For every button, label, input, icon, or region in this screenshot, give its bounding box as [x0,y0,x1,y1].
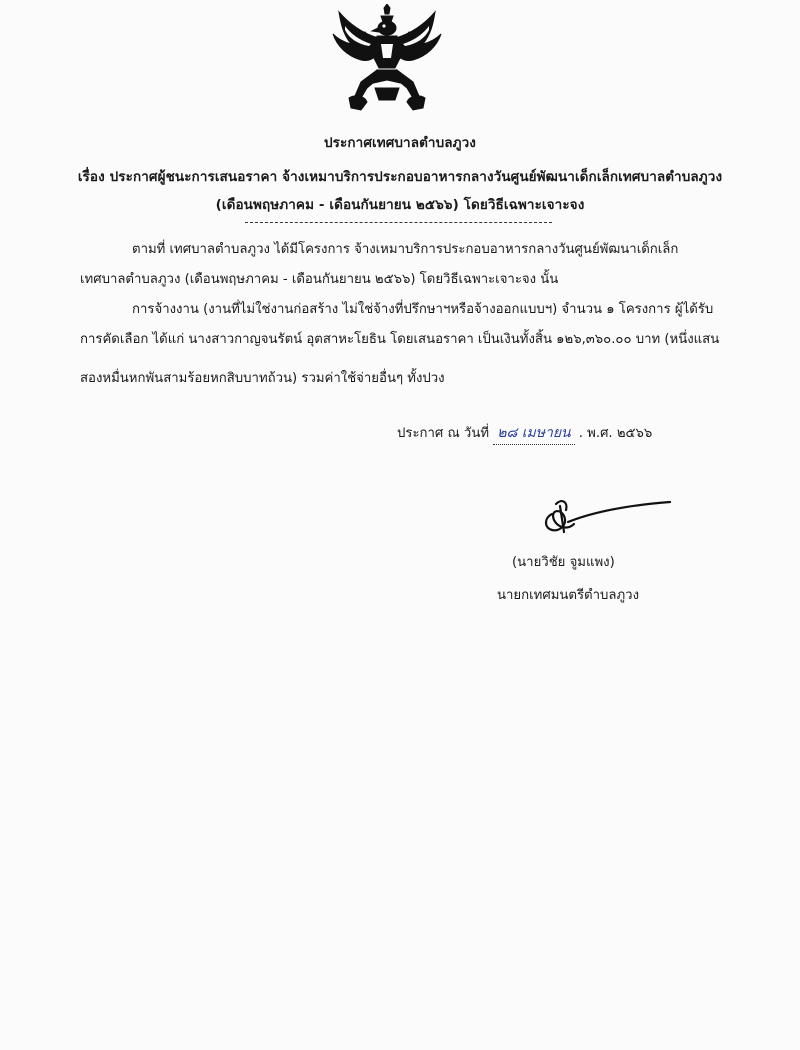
date-suffix: . พ.ศ. ๒๕๖๖ [578,426,653,441]
body-line: การจ้างงาน (งานที่ไม่ใช่งานก่อสร้าง ไม่ใช่จ้างที่ปรึกษาฯหรือจ้างออกแบบฯ) จำนวน ๑ โครงการ ผู้ได้รับ [132,302,714,317]
body-line: สองหมื่นหกพันสามร้อยหกสิบบาทถ้วน) รวมค่าใช้จ่ายอื่นๆ ทั้งปวง [80,371,445,386]
announcement-title: ประกาศเทศบาลตำบลภูวง [324,135,476,151]
announcement-subject: เรื่อง ประกาศผู้ชนะการเสนอราคา จ้างเหมาบริการประกอบอาหารกลางวันศูนย์พัฒนาเด็กเล็กเทศบาลตำบลภูวง [77,169,723,185]
dashed-divider [245,222,552,223]
signer-name: (นายวิชัย จูมแพง) [512,555,615,570]
body-line: เทศบาลตำบลภูวง (เดือนพฤษภาคม - เดือนกันยายน ๒๕๖๖) โดยวิธีเฉพาะเจาะจง นั้น [80,272,559,287]
handwritten-date: ๒๘ เมษายน [493,422,574,445]
garuda-emblem-icon [331,4,443,112]
date-prefix: ประกาศ ณ วันที่ [397,426,490,441]
announcement-subject-continued: (เดือนพฤษภาคม - เดือนกันยายน ๒๕๖๖) โดยวิธีเฉพาะเจาะจง [215,197,585,213]
announcement-date [397,422,652,445]
signer-position: นายกเทศมนตรีตำบลภูวง [497,588,640,603]
body-line: ตามที่ เทศบาลตำบลภูวง ได้มีโครงการ จ้างเหมาบริการประกอบอาหารกลางวันศูนย์พัฒนาเด็กเล็ก [132,242,679,257]
body-line: การคัดเลือก ได้แก่ นางสาวกาญจนรัตน์ อุตสาหะโยธิน โดยเสนอราคา เป็นเงินทั้งสิ้น ๑๒๖,๓๖๐.๐๐ บาท (หนึ่งแสน [80,332,720,347]
handwritten-signature [538,492,673,537]
